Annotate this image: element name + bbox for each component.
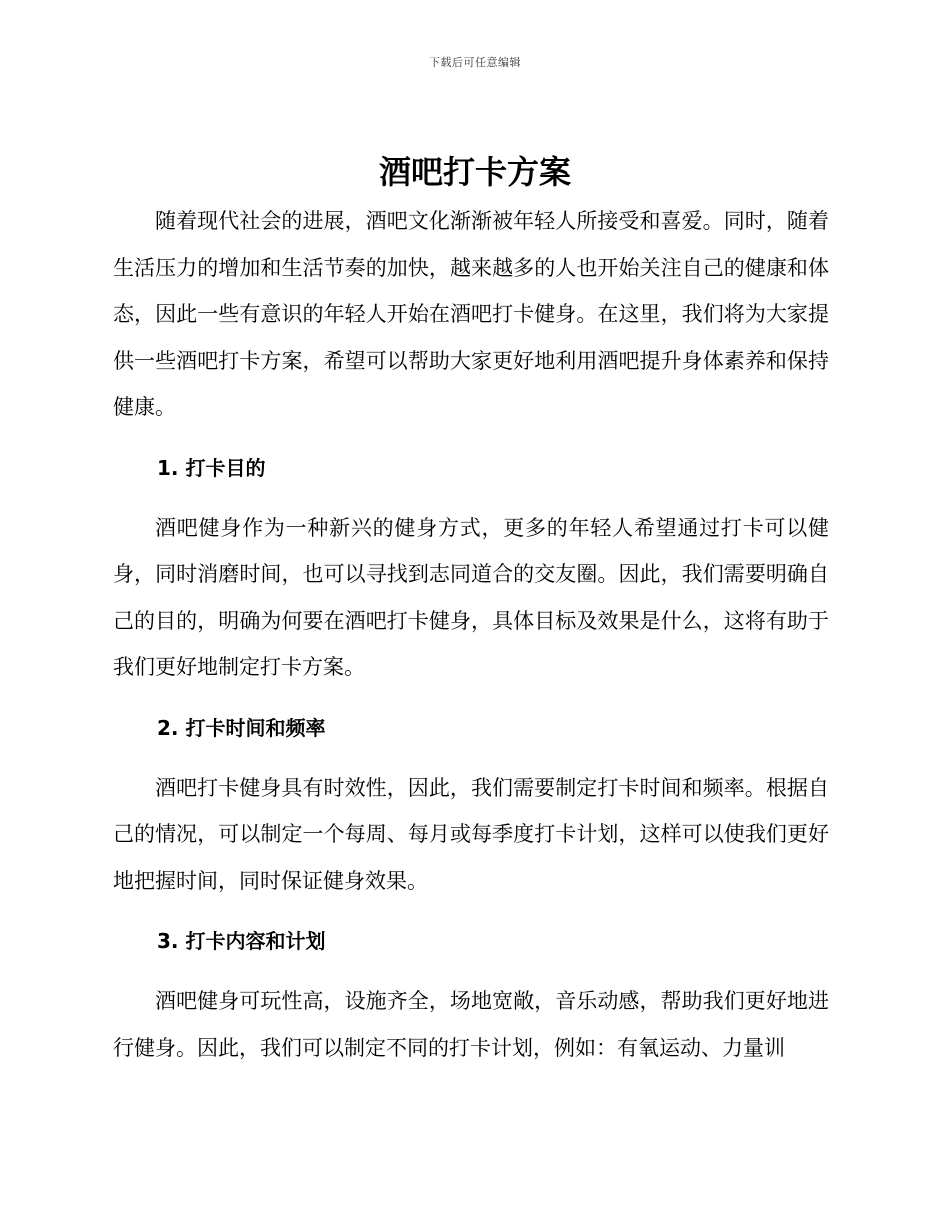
section-body-purpose: 酒吧健身作为一种新兴的健身方式，更多的年轻人希望通过打卡可以健身，同时消磨时间，也可以寻找到志同道合的交友圈。因此，我们需要明确自己的目的，明确为何要在酒吧打卡健身，具体目标及效果是什么，这将有助于我们更好地制定打卡方案。 (113, 515, 829, 679)
section-body-content-plan: 酒吧健身可玩性高，设施齐全，场地宽敞，音乐动感，帮助我们更好地进行健身。因此，我们可以制定不同的打卡计划，例如：有氧运动、力量训 (113, 989, 829, 1060)
intro-paragraph: 随着现代社会的进展，酒吧文化渐渐被年轻人所接受和喜爱。同时，随着生活压力的增加和生活节奏的加快，越来越多的人也开始关注自己的健康和体态，因此一些有意识的年轻人开始在酒吧打卡健身。在这里，我们将为大家提供一些酒吧打卡方案，希望可以帮助大家更好地利用酒吧提升身体素养和保持健康。 (113, 209, 829, 419)
section-heading-content-plan: 3. 打卡内容和计划 (157, 929, 326, 953)
document-body (113, 198, 829, 1071)
section-body-time-frequency: 酒吧打卡健身具有时效性，因此，我们需要制定打卡时间和频率。根据自己的情况，可以制定一个每周、每月或每季度打卡计划，这样可以使我们更好地把握时间，同时保证健身效果。 (113, 775, 829, 893)
document-title: 酒吧打卡方案 (378, 153, 571, 191)
section-heading-purpose: 1. 打卡目的 (157, 455, 266, 480)
section-heading-time-frequency: 2. 打卡时间和频率 (157, 715, 326, 740)
header-note: 下载后可任意编辑 (429, 56, 521, 69)
